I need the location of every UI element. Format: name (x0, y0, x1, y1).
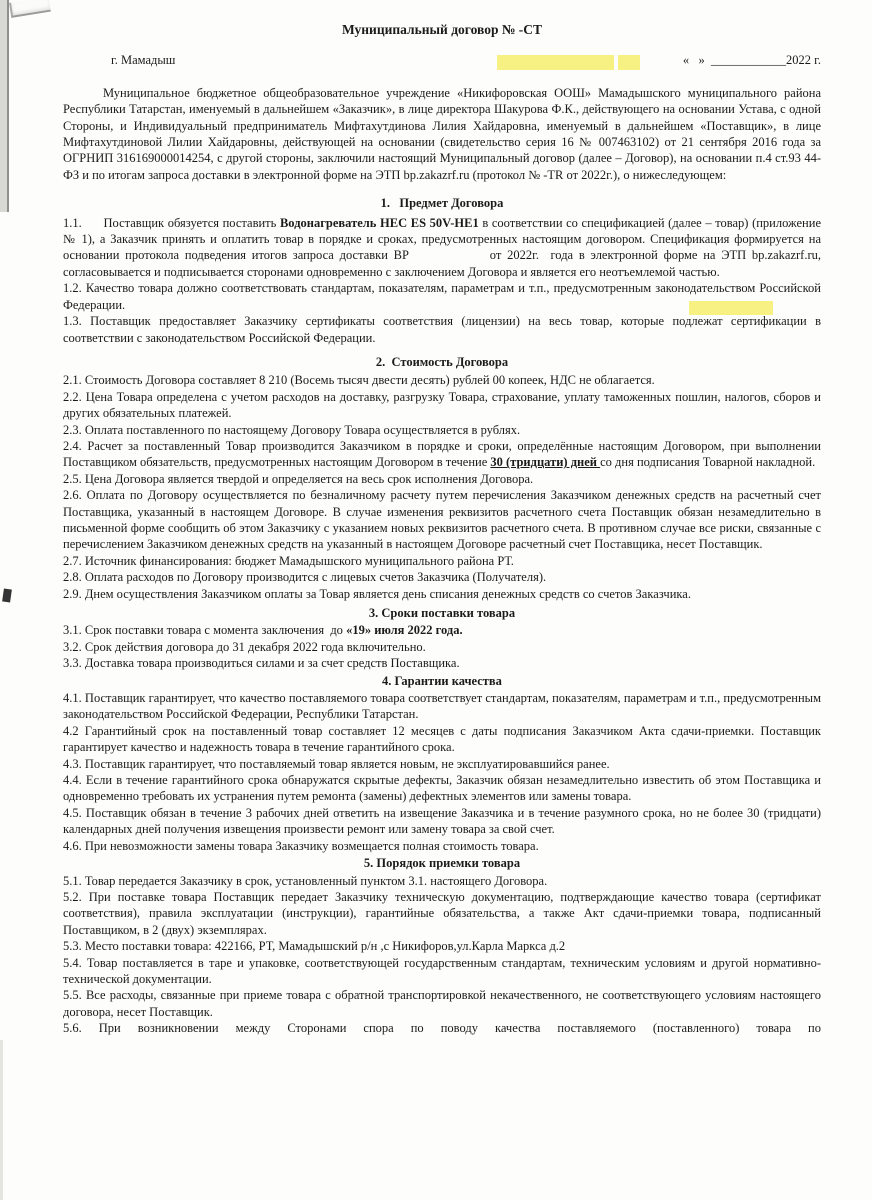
clause-paragraph (63, 690, 821, 723)
clause-text: 4.4. Если в течение гарантийного срока обнаружатся скрытые дефекты, Заказчик обязан незамедлительно известить об этом Поставщика и одновременно требовать их устранения путем ремонта (замены) дефектных элементов или замены товара. (63, 773, 821, 804)
clause-paragraph (63, 938, 821, 954)
clause-paragraph (63, 655, 821, 671)
clause-paragraph (63, 622, 821, 638)
clause-paragraph (63, 1020, 821, 1036)
clause-text: 5.2. При поставке товара Поставщик передает Заказчику техническую документацию, подтверждающие качество товара (сертификат соответствия), правила эксплуатации (инструкции), гарантийные обязательства, а также Акт сдачи-приемки товара, подписанный Поставщиком, в 2 (двух) экземплярах. (63, 889, 821, 937)
clause-text: 4.3. Поставщик гарантирует, что поставляемый товар является новым, не эксплуатировавшийся ранее. (63, 756, 610, 771)
clause-text: 1.1. Поставщик обязуется поставить (63, 215, 280, 230)
preamble-paragraph: Муниципальное бюджетное общеобразовательное учреждение «Никифоровская ООШ» Мамадышского муниципального района Республики Татарстан, именуемый в дальнейшем «Заказчик», в лице директора Шакурова Ф.К., действующего на основании Устава, с одной Стороны, и Индивидуальный предприниматель Мифтахутдинова Лилия Хайдаровна, именуемый в дальнейшем «Поставщик», в лице Мифтахутдиновой Лилии Хайдаровны, действующей на основании (свидетельство серия 16 № 007463102) от 21 сентября 2016 года за ОГРНИП 316169000014254, с другой стороны, заключили настоящий Муниципальный договор (далее – Договор), на основании п.4 ст.93 44-ФЗ и по итогам запроса доставки в электронной форме на ЭТП bp.zakazrf.ru (протокол № -TR от 2022г.), о нижеследующем: (63, 85, 821, 182)
emphasis-text: «19» июля 2022 года. (346, 623, 463, 638)
clause-text: 4.5. Поставщик обязан в течение 3 рабочих дней ответить на извещение Заказчика и в течение разумного срока, но не более 30 (тридцати) календарных дней получения извещения произвести ремонт или замену товара за свой счет. (63, 805, 821, 837)
clause-paragraph (63, 471, 821, 487)
page-edge-shadow-bottom (0, 1040, 3, 1200)
emphasis-text: 30 (тридцати) дней (490, 455, 601, 470)
sections-container (63, 195, 821, 1036)
clause-text: 1.3. Поставщик предоставляет Заказчику сертификаты соответствия (лицензии) на весь товар, которые подлежат сертификации в соответствии с законодательством Российской Федерации. (63, 314, 821, 345)
clause-text: 5.5. Все расходы, связанные при приеме товара с обратной транспортировкой некачественного, не соответствующего условиям настоящего договора, несет Поставщик. (63, 988, 821, 1019)
section-heading: 3. Сроки поставки товара (368, 606, 516, 620)
clause-text: 2.4. Расчет за поставленный Товар производится Заказчиком в порядке и сроки, определённые настоящим Договором, при выполнении Поставщиком обязательств, предусмотренных настоящим Договором в течение (63, 438, 821, 470)
clause-paragraph (63, 280, 821, 313)
clause-text: 3.2. Срок действия договора до 31 декабря 2022 года включительно. (63, 639, 426, 654)
clause-text: 5.3. Место поставки товара: 422166, РТ, Мамадышский р/н ,с Никифоров,ул.Карла Маркса д.2 (63, 939, 566, 954)
clause-text: 1.2. Качество товара должно соответствовать стандартам, показателям, параметрам и т.п., предусмотренным законодательством Российской Федерации. (63, 281, 821, 312)
clause-paragraph (63, 838, 821, 854)
scan-speck (2, 589, 12, 603)
clause-text: 4.2 Гарантийный срок на поставленный товар составляет 12 месяцев с даты подписания Заказчиком Акта сдачи-приемки. Поставщик гарантирует качество и надежность товара в течение гарантийного срока. (63, 723, 821, 755)
clause-text: 4.6. При невозможности замены товара Заказчику возмещается полная стоимость товара. (63, 838, 539, 853)
clause-paragraph (63, 372, 821, 388)
place-line: г. Мамадыш (111, 53, 176, 68)
date-blank-line: « » ____________2022 г. (682, 53, 821, 68)
clause-paragraph (63, 422, 821, 438)
clause-text: 5.4. Товар поставляется в таре и упаковке, соответствующей государственным стандартам, техническим условиям и другой нормативно-технической документации. (63, 955, 821, 986)
clause-text: 2.5. Цена Договора является твердой и определяется на весь срок исполнения Договора. (63, 471, 534, 486)
clause-paragraph (63, 955, 821, 988)
clause-text: 2.3. Оплата поставленного по настоящему Договору Товара осуществляется в рублях. (63, 422, 521, 437)
header-row (63, 52, 821, 68)
clause-paragraph (63, 553, 821, 569)
page-edge-line (7, 0, 9, 212)
page-edge-shadow (0, 0, 7, 212)
clause-paragraph (63, 313, 821, 346)
emphasis-text: Водонагреватель HEC ES 50V-HE1 (279, 215, 479, 230)
clause-paragraph (63, 438, 821, 471)
clause-paragraph (63, 389, 821, 422)
clause-text: 3.3. Доставка товара производиться силами и за счет средств Поставщика. (63, 656, 460, 671)
section-heading: 4. Гарантии качества (382, 673, 502, 688)
clause-text: 2.8. Оплата расходов по Договору производится с лицевых счетов Заказчика (Получателя). (63, 570, 547, 585)
clause-text: 3.1. Срок поставки товара с момента заключения до (63, 623, 347, 638)
clause-paragraph (63, 987, 821, 1020)
section-heading: 5. Порядок приемки товара (363, 856, 521, 871)
clause-text: 2.1. Стоимость Договора составляет 8 210 (Восемь тысяч двести десять) рублей 00 копеек, НДС не облагается. (63, 373, 655, 388)
clause-text: 5.6. При возникновении между Сторонами спора по поводу качества поставляемого (поставленного) товара по (63, 1021, 821, 1036)
clause-text: в соответствии со спецификацией (далее – товар) (приложение № 1), а Заказчик принять и оплатить товар в порядке и сроках, предусмотренных настоящим договором. Спецификация формируется на основании протокола подведения итогов запроса доставки BP от 2022г. года в электронной форме на ЭТП bp.zakazrf.ru, согласовывается и подписывается сторонами одновременно с заключением Договора и является его неотъемлемой частью. (63, 215, 821, 279)
clause-paragraph (63, 586, 821, 602)
clause-paragraph (63, 639, 821, 655)
page-corner-fold (9, 0, 51, 18)
clause-paragraph (63, 487, 821, 553)
clause-paragraph (63, 723, 821, 756)
clause-paragraph (63, 569, 821, 585)
clause-paragraph (63, 873, 821, 889)
clause-text: 5.1. Товар передается Заказчику в срок, установленный пунктом 3.1. настоящего Договора. (63, 873, 548, 888)
clause-paragraph (63, 756, 821, 772)
clause-paragraph (63, 889, 821, 938)
clause-paragraph (63, 772, 821, 805)
document-title: Муниципальный договор № -СТ (341, 22, 543, 37)
contract-page (63, 22, 821, 1037)
clause-text: 2.6. Оплата по Договору осуществляется по безналичному расчету путем перечисления Заказчиком денежных средств на расчетный счет Поставщика, указанный в настоящем Договоре. В случае изменения реквизитов расчетного счета Поставщик обязан незамедлительно в письменной форме сообщить об этом Заказчику с указанием новых реквизитов расчетного счета. В противном случае все риски, связанные с перечислением Заказчиком денежных средств на указанный в настоящем Договоре расчетный счет Поставщика, несет Поставщик. (63, 488, 821, 552)
section-heading: 1. Предмет Договора (380, 196, 504, 211)
section-heading: 2. Стоимость Договора (375, 354, 509, 369)
clause-paragraph (63, 215, 821, 281)
clause-text: 2.9. Днем осуществления Заказчиком оплаты за Товар является день списания денежных средств со счетов Заказчика. (63, 586, 691, 601)
clause-text: 4.1. Поставщик гарантирует, что качество поставляемого товара соответствует стандартам, показателям, параметрам и т.п., предусмотренным законодательством Российской Федерации, Республики Татарстан. (63, 691, 821, 722)
clause-text: 2.7. Источник финансирования: бюджет Мамадышского муниципального района РТ. (63, 553, 514, 568)
clause-text: со дня подписания Товарной накладной. (600, 455, 816, 470)
clause-paragraph (63, 805, 821, 838)
clause-text: 2.2. Цена Товара определена с учетом расходов на доставку, разгрузку Товара, страхование, уплату таможенных пошлин, налогов, сборов и других обязательных платежей. (63, 389, 821, 421)
